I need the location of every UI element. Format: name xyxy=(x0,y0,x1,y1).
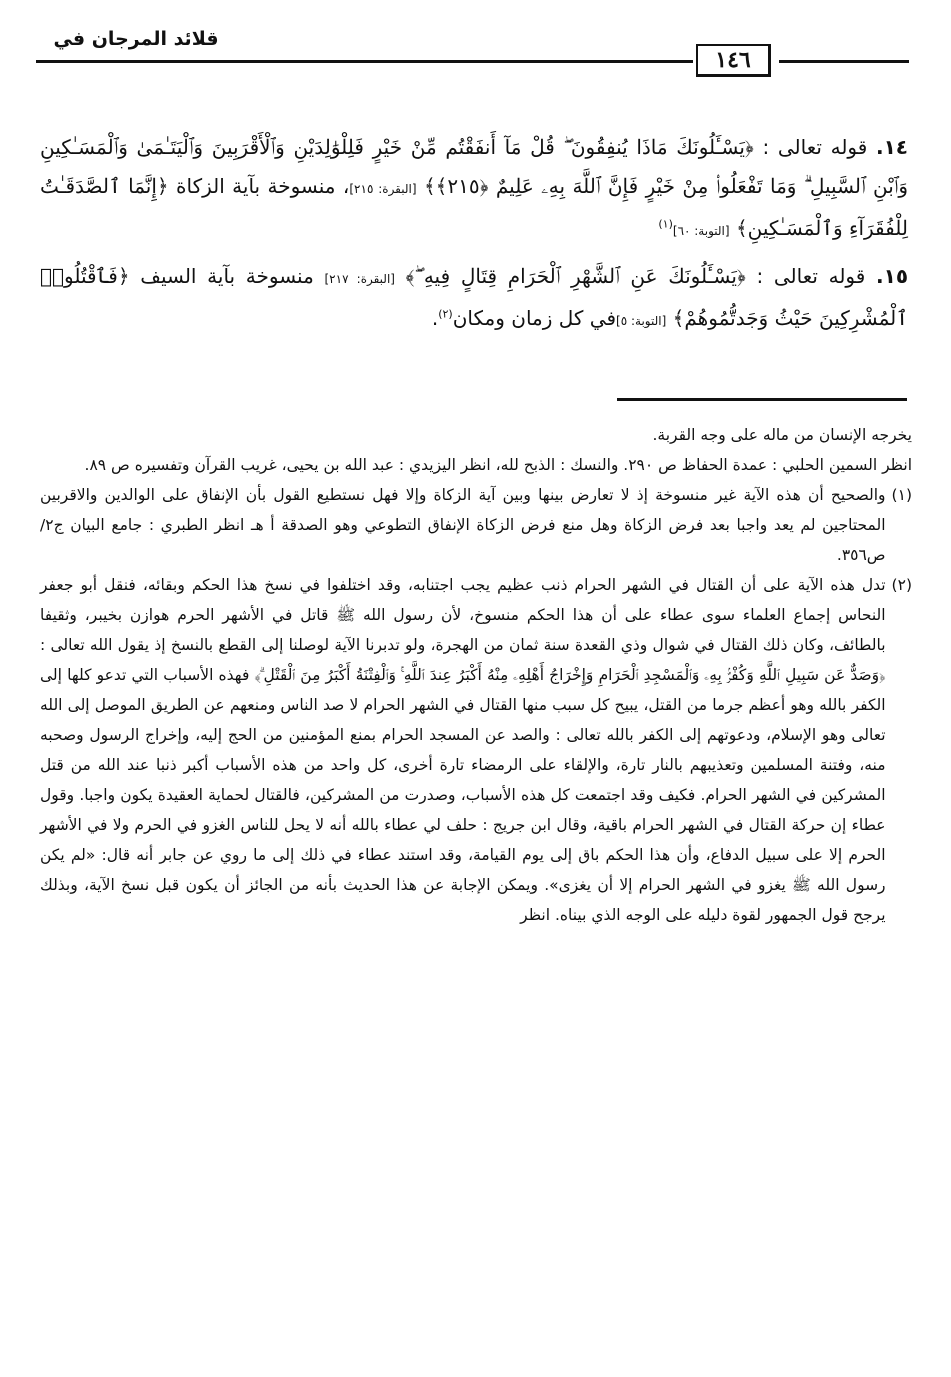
footnote-number: (٢) xyxy=(891,576,912,594)
footnote-2 xyxy=(40,570,912,930)
entry-number: ١٥. xyxy=(876,264,909,288)
footnote-number: (١) xyxy=(891,486,912,504)
verse-reference: [التوبة: ٦٠] xyxy=(672,224,730,238)
page-header xyxy=(36,26,909,86)
verse-reference: [التوبة: ٥] xyxy=(616,314,667,328)
page-number: ١٤٦ xyxy=(696,44,771,77)
entry-commentary: ، منسوخة بآية الزكاة xyxy=(176,174,350,198)
footnote-marker[interactable]: (١) xyxy=(658,217,673,231)
entry-intro: قوله تعالى : xyxy=(756,264,866,288)
footnote-divider xyxy=(617,398,907,401)
footnote-continued-line: انظر السمين الحلبي : عمدة الحفاظ ص ٢٩٠. والنسك : الذبح لله، انظر اليزيدي : عبد الله بن يحيى، غريب القرآن وتفسيره ص ٨٩. xyxy=(84,456,912,474)
quran-verse: ﴿يَسْـَٔلُونَكَ مَاذَا يُنفِقُونَ ۖ قُلْ مَآ أَنفَقْتُم مِّنْ خَيْرٍ فَلِلْوَٰلِدَيْنِ وَٱلْأَقْرَبِينَ وَٱلْيَتَـٰمَىٰ وَٱلْمَسَـٰكِينِ وَٱبْنِ ٱلسَّبِيلِ ۗ وَمَا تَفْعَلُوا۟ مِنْ خَيْرٍ فَإِنَّ ٱللَّهَ بِهِۦ عَلِيمٌ ﴿٢١٥﴾﴾ xyxy=(40,135,909,198)
footnote-continued-line: يخرجه الإنسان من ماله على وجه القربة. xyxy=(652,426,912,444)
entry-commentary: في كل زمان ومكان xyxy=(452,306,617,330)
quran-verse: ﴿فَٱقْتُلُوا۟ ٱلْمُشْرِكِينَ حَيْثُ وَجَدتُّمُوهُمْ﴾ xyxy=(40,264,908,330)
quran-verse: ﴿إِنَّمَا ٱلصَّدَقَـٰتُ لِلْفُقَرَآءِ وَٱلْمَسَـٰكِينِ﴾ xyxy=(40,174,908,240)
footnotes xyxy=(40,420,912,930)
footnote-text: والصحيح أن هذه الآية غير منسوخة إذ لا تعارض بينها وبين آية الزكاة وإلا فهل نستطيع القول بأن الإنفاق على الوالدين والاقربين المحتاجين لم يعد واجبا بعد فرض الزكاة وهل منع فرض الزكاة الإنفاق التطوعي وهو الصدقة أ هـ انظر الطبري : جامع البيان ج٢/ ص٣٥٦. xyxy=(40,486,886,564)
verse-reference: [البقرة: ٢١٥] xyxy=(349,182,417,196)
entry-14 xyxy=(40,128,908,251)
quran-verse: ﴿يَسْـَٔلُونَكَ عَنِ ٱلشَّهْرِ ٱلْحَرَامِ قِتَالٍ فِيهِ ۖ﴾ xyxy=(405,264,746,288)
footnote-text: تدل هذه الآية على أن القتال في الشهر الحرام ذنب عظيم يجب اجتنابه، وقد اختلفوا في نسخ هذا الحكم وبقائه، فنقل أبو جعفر النحاس إجماع العلماء سوى عطاء على أن هذا الحكم منسوخ، لأن رسول الله ﷺ قاتل في الأشهر الحرم هوازن بخيبر، وثقيفا بالطائف، وكان ذلك القتال في شوال وذي القعدة سنة ثمان من الهجرة، ولو تدبرنا الآية لوصلنا إلى القطع بالنسخ إذ يقول الله تعالى : ﴿وَصَدٌّ عَن سَبِيلِ ٱللَّهِ وَكُفْرٌۢ بِهِۦ وَٱلْمَسْجِدِ ٱلْحَرَامِ وَإِخْرَاجُ أَهْلِهِۦ مِنْهُ أَكْبَرُ عِندَ ٱللَّهِ ۚ وَٱلْفِتْنَةُ أَكْبَرُ مِنَ ٱلْقَتْلِ ۗ﴾ فهذه الأسباب التي تدعو كلها إلى الكفر بالله وهو أعظم جرما من القتل، يبيح كل سبب منها القتال في الشهر الحرام لا صد الناس ومنعهم عن الطريق الموصل إلى الله تعالى وهو الإسلام، ودعوتهم إلى الكفر بالله تعالى : والصد عن المسجد الحرام بمنع المؤمنين من الحج إليه، وإخراج الرسول وصحبه منه، وفتنة المسلمين وتعذيبهم بالنار تارة، والإلقاء على الرمضاء تارة أخرى، كل واحد من هذه الأسباب أكبر ذنبا عند الله من قتل المشركين في الشهر الحرام. فكيف وقد اجتمعت كل هذه الأسباب، وصدرت من المشركين، فالقتال لحماية العقيدة يكون واجبا. وقول عطاء إن حركة القتال في الشهر الحرام باقية، وقال ابن جريج : حلف لي عطاء بالله أنه لا يحل للناس الغزو في الحرم ولا في الأشهر الحرم إلا على سبيل الدفاع، وأن هذا الحكم باق إلى يوم القيامة، وقد استند عطاء في ذلك إلى ما روي عن جابر أنه قال: «لم يكن رسول الله ﷺ يغزو في الشهر الحرام إلا أن يغزى». ويمكن الإجابة عن هذا الحديث بأنه من الجائز أن يكون قبل نسخ الآية، وبذلك يرجح قول الجمهور لقوة دليله على الوجه الذي بيناه. انظر xyxy=(40,576,886,924)
main-text xyxy=(40,128,908,347)
entry-number: ١٤. xyxy=(875,135,909,159)
running-title: قلائد المرجان في xyxy=(53,28,219,50)
footnote-1 xyxy=(40,480,912,570)
entry-commentary: منسوخة بآية السيف xyxy=(140,264,314,288)
entry-15: ١٥. قوله تعالى : ﴿يَسْـَٔلُونَكَ عَنِ ٱلشَّهْرِ ٱلْحَرَامِ قِتَالٍ فِيهِ ۖ﴾ [البقرة: ٢١٧] منسوخة بآية السيف ﴿فَٱقْتُلُوا۟ ٱلْمُشْرِكِينَ حَيْثُ وَجَدتُّمُوهُمْ﴾ [التوبة: ٥]في كل زمان ومكان$^{(٢)}$. xyxy=(40,264,909,330)
footnote-marker[interactable]: (٢) xyxy=(438,307,453,321)
entry-intro: قوله تعالى : xyxy=(762,135,868,159)
verse-reference: [البقرة: ٢١٧] xyxy=(324,272,395,286)
